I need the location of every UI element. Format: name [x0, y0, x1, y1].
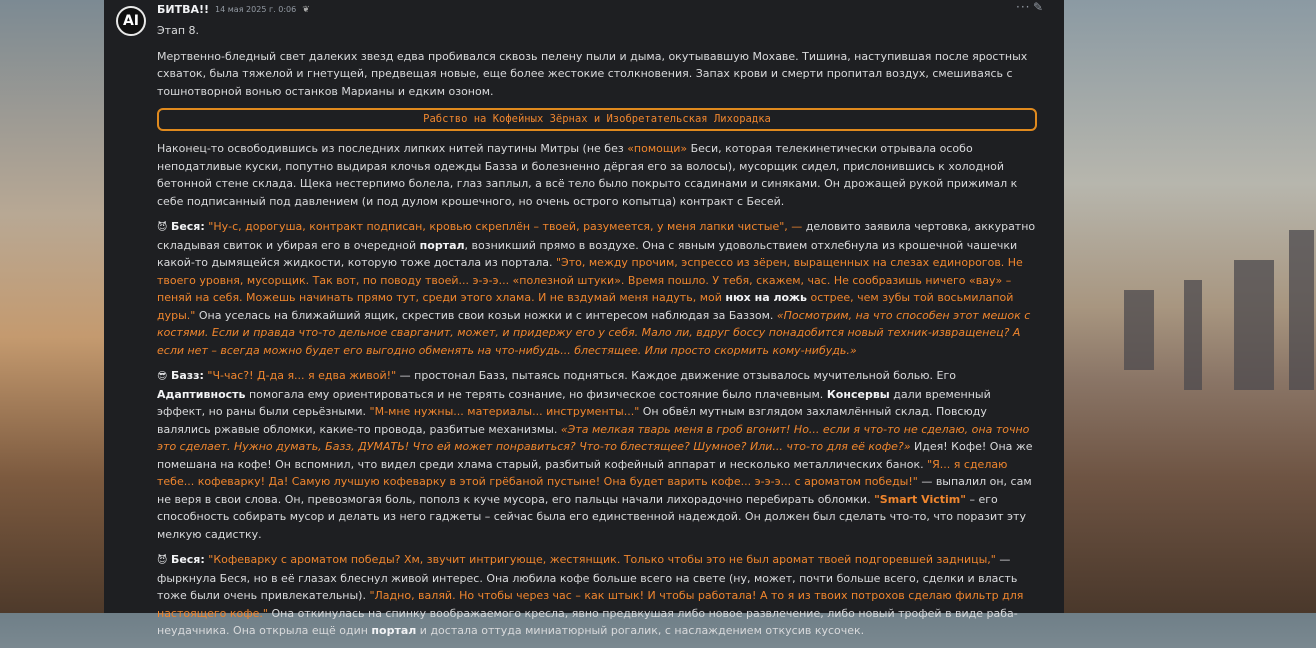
text: — простонал Базз, пытаясь подняться. Каждое движение отзывалось мучительной болью. Его — [396, 369, 956, 382]
devil-icon: 😈 — [157, 555, 168, 566]
text: Она уселась на ближайший ящик, скрестив свои козьи ножки и с интересом наблюдая за Баззом. — [195, 308, 777, 322]
quote: "Я... я сделаю тебе... кофеварку! Да! Самую лучшую кофеварку в этой грёбаной пустыне! Она будет варить кофе... э-э-э... с ароматом победы!" — [157, 457, 1008, 488]
background-desert-left — [0, 0, 104, 613]
quote: "Ладно, валяй. Но чтобы через час – как штык! И чтобы работала! А то я из твоих потрохов сделаю фильтр для настоящего кофе." — [157, 589, 1024, 620]
ruin-silhouette — [1124, 290, 1154, 370]
bold-term: Адаптивность — [157, 387, 246, 401]
paragraph-1 — [157, 140, 1037, 210]
message-header — [157, 3, 310, 16]
quote: "М-мне нужны... материалы... инструменты..." — [369, 405, 640, 418]
inner-thought: «Посмотрим, на что способен этот мешок с костями. Если и правда что-то дельное сварганит, может, и придержу его у себя. Мало ли, вдруг боссу понадобится новый техник-извращенец? А если нет – всегда можно будет его выгодно обменять на что-нибудь... блестящее. Или просто скормить кому-нибудь.» — [157, 308, 1031, 357]
bold-term: портал — [419, 238, 465, 252]
text: Беси, которая телекинетически отрывала особо неподатливые куски, попутно выдирая клочья одежды Базза и болезненно дёргая его за волосы), мусорщик сидел, прислонившись к холодной бетонной стене склада. Щека нестерпимо болела, глаз заплыл, а всё тело было покрыто ссадинами и синяками. Он дрожащей рукой прижимал к себе подписанный под давлением (и под дулом крошечного, но очень острого копытца) контракт с Бесей. — [157, 142, 1018, 208]
quote: "Кофеварку с ароматом победы? Хм, звучит интригующе, жестянщик. Только чтобы это не был аромат твоей подгоревшей задницы," — [204, 553, 996, 566]
message-content — [157, 22, 1037, 648]
ruin-silhouette — [1289, 230, 1314, 390]
quote: «помощи» — [627, 142, 688, 155]
text: Идея! Кофе! Она же помешана на кофе! Он вспомнил, что видел среди хлама старый, разбитый кофейный аппарат и несколько металлических банок. — [157, 440, 1033, 471]
quote: "Ну-с, дорогуша, контракт подписан, кровью скреплён – твоей, разумеется, у меня лапки чистые", — — [204, 220, 803, 233]
message-panel — [104, 0, 1064, 637]
ruin-silhouette — [1234, 260, 1274, 390]
stage-label: Этап 8. — [157, 24, 200, 37]
speaker-name: Беся: — [170, 220, 205, 233]
cool-face-icon: 😎 — [157, 371, 168, 382]
background-desert-right — [1064, 0, 1316, 613]
chapter-banner: Рабство на Кофейных Зёрнах и Изобретательская Лихорадка — [157, 108, 1037, 131]
text: , возникший прямо в воздухе. Она с явным удовольствием отхлебнула из крошечной чашечки какой-то дымящейся жидкости, которую тоже достала из портала. — [157, 238, 1018, 269]
text: — выпалил он, сам не веря в свои слова. Он, превозмогая боль, пополз к куче мусора, его пальцы начали лихорадочно перебирать обломки. — [157, 475, 1032, 506]
paragraph-2 — [157, 218, 1037, 359]
author-name[interactable]: БИТВА!! — [157, 3, 210, 16]
quote: "Это, между прочим, эспрессо из зёрен, выращенных на слезах единорогов. Не твоего уровня, мусорщик. Так вот, по поводу твоей... э-э-э... «полезной штуки». Время пошло. У тебя, скажем, час. Не сообразишь ничего «вау» – пеняй на себя. Можешь начинать прямо тут, среди этого хлама. И не вздумай меня надуть, мой — [157, 256, 1023, 304]
paragraph-4 — [157, 551, 1037, 640]
speaker-name: Беся: — [170, 553, 205, 566]
timestamp: 14 мая 2025 г. 0:06 — [215, 5, 297, 14]
bold-term: портал — [371, 624, 417, 637]
text: Она откинулась на спинку воображаемого кресла, явно предвкушая либо новое развлечение, либо новый трофей в виде раба-неудачника. Она открыла ещё один — [157, 606, 1018, 637]
text: — фыркнула Беся, но в её глазах блеснул живой интерес. Она любила кофе больше всего на свете (ну, может, почти больше всего, сделки и власть тоже были очень привлекательны). — [157, 553, 1018, 602]
paragraph-3 — [157, 367, 1037, 543]
bold-term: нюх на ложь — [725, 291, 807, 304]
text: и достала оттуда миниатюрный рогалик, с наслаждением откусив кусочек. — [416, 624, 865, 637]
more-options-icon[interactable]: ··· — [1016, 0, 1031, 14]
speaker-name: Базз: — [170, 369, 204, 382]
quote: острее, чем зубы той восьмилапой дуры." — [157, 291, 1014, 322]
bold-term: Консервы — [826, 387, 890, 401]
inner-thought: «Эта мелкая тварь меня в гроб вгонит! Но... если я что-то не сделаю, она точно это сделает. Нужно думать, Базз, ДУМАТЬ! Что ей может понравиться? Что-то блестящее? Шумное? Или... что-то для её кофе?» — [157, 422, 1030, 453]
devil-icon: 😈 — [157, 222, 168, 233]
text: Наконец-то освободившись из последних липких нитей паутины Митры (не без — [157, 142, 628, 155]
quote: "Ч-час?! Д-да я... я едва живой!" — [203, 369, 397, 382]
text: помогала ему ориентироваться и не терять сознание, но физическое состояние было плачевным. — [245, 387, 827, 401]
text: – его способность собирать мусор и делать из него гаджеты – сейчас была его единственной надеждой. Он должен был сделать что-то, что поразит эту мелкую садистку. — [157, 492, 1026, 541]
leaf-icon: ❦ — [302, 4, 310, 15]
text: деловито заявила чертовка, аккуратно складывая свиток и убирая его в очередной — [157, 220, 1036, 252]
ability-name: "Smart Victim" — [874, 492, 966, 506]
ruin-silhouette — [1184, 280, 1202, 390]
text: Он обвёл мутным взглядом захламлённый склад. Повсюду валялись ржавые обломки, какие-то провода, разбитые механизмы. — [157, 405, 987, 436]
edit-pencil-icon[interactable]: ✎ — [1033, 0, 1044, 14]
avatar[interactable]: AI — [116, 6, 146, 36]
intro-paragraph: Мертвенно-бледный свет далеких звезд едва пробивался сквозь пелену пыли и дыма, окутывавшую Мохаве. Тишина, наступившая после яростных схваток, была тяжелой и гнетущей, предвещая новые, еще более жестокие столкновения. Запах крови и смерти пропитал воздух, смешиваясь с тошнотворной вонью останков Марианы и едким озоном. — [157, 49, 1028, 98]
text: дали временный эффект, но раны были серьёзными. — [157, 387, 991, 418]
